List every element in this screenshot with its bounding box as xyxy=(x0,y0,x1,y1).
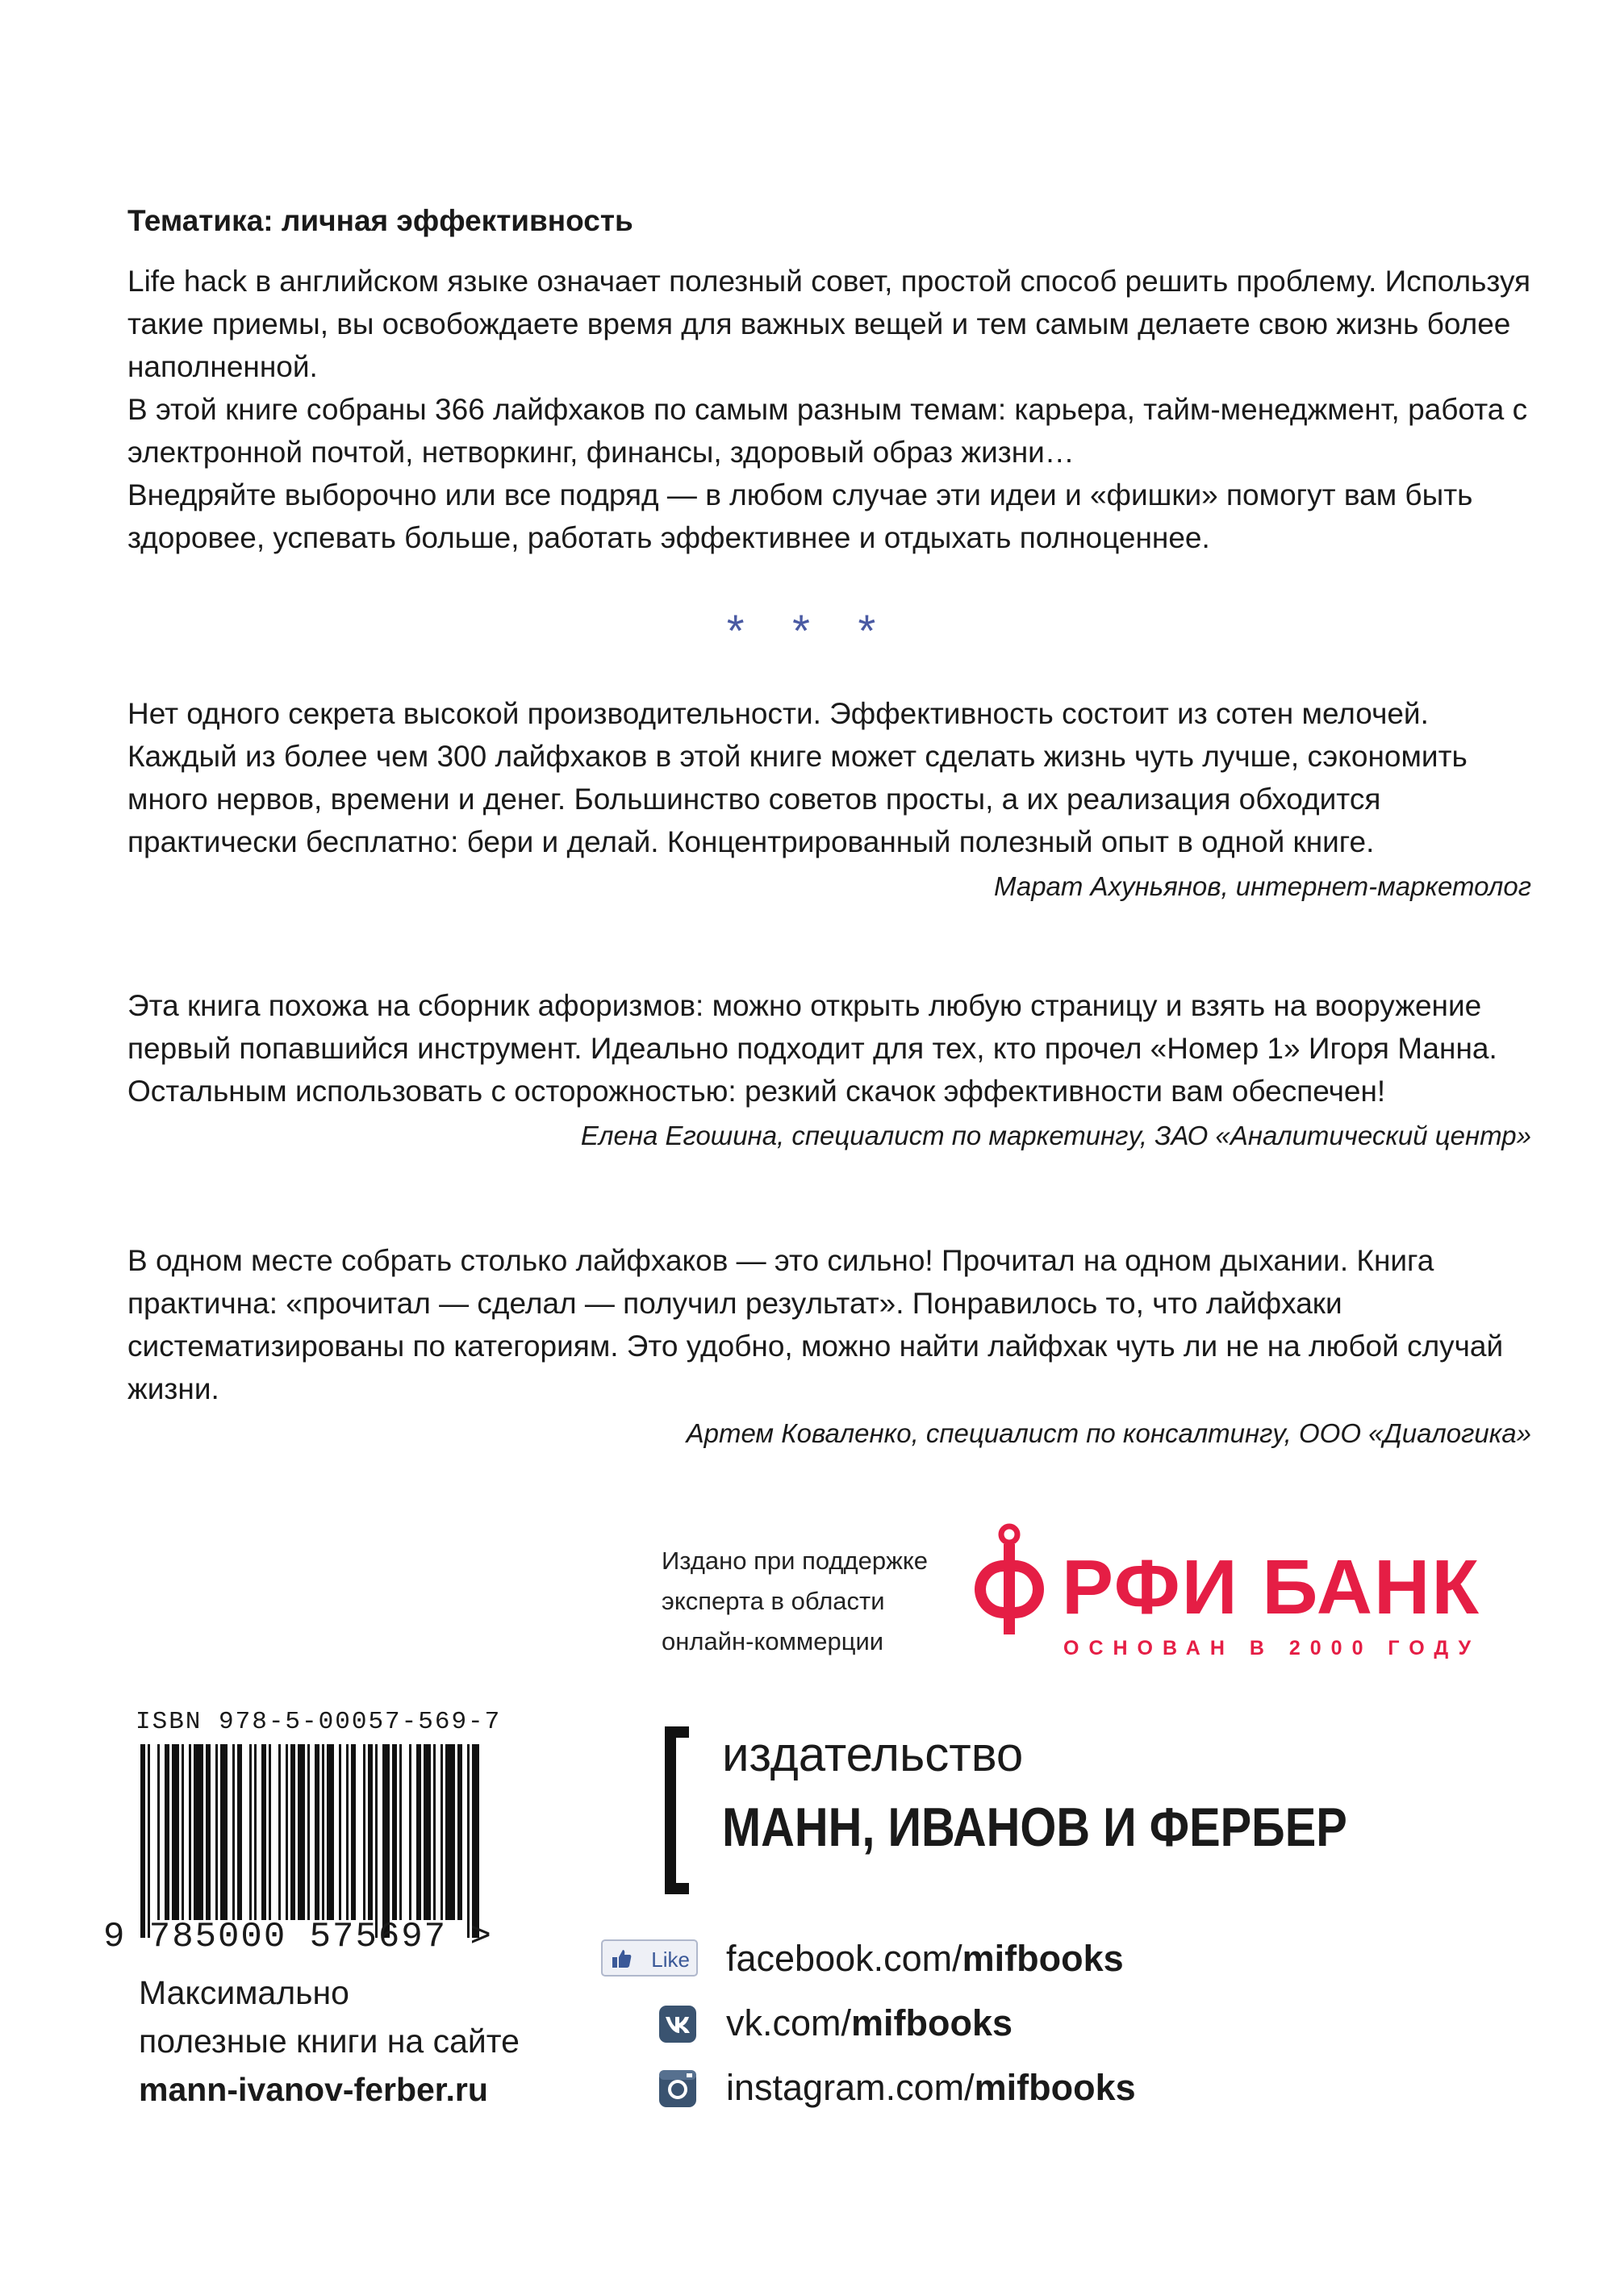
barcode-bar xyxy=(215,1744,218,1920)
barcode-bar xyxy=(182,1744,184,1920)
barcode-bar xyxy=(339,1744,341,1920)
barcode-bar xyxy=(351,1744,356,1920)
barcode-bar xyxy=(232,1744,235,1920)
barcode-bar xyxy=(307,1744,310,1920)
barcode-bar xyxy=(457,1744,462,1920)
barcode-bar xyxy=(399,1744,402,1920)
bank-logo-block xyxy=(965,1523,1481,1676)
review-text: В одном месте собрать столько лайфхаков — это сильно! Прочитал на одном дыхании. Книга практична: «прочитал — сделал — получил результат». Понравилось то, что лайфхаки систематизированы по категориям. Это удобно, можно найти лайфхак чуть ли не на любой случай жизни. xyxy=(127,1244,1504,1405)
barcode-bar xyxy=(440,1744,443,1920)
barcode-bar xyxy=(165,1744,169,1920)
instagram-icon xyxy=(656,2064,704,2112)
publisher-name: МАНН, ИВАНОВ И ФЕРБЕР xyxy=(722,1797,1347,1858)
barcode-bar xyxy=(363,1744,365,1920)
thumbs-up-icon xyxy=(611,1948,632,1969)
barcode-bar xyxy=(368,1744,373,1920)
intro-section xyxy=(127,260,1531,559)
support-line-3: онлайн-коммерции xyxy=(662,1627,884,1655)
barcode-bar xyxy=(472,1744,479,1938)
barcode-bar xyxy=(346,1744,349,1920)
publisher-label: издательство xyxy=(722,1727,1024,1781)
barcode-bar xyxy=(261,1744,266,1920)
website-url[interactable]: mann-ivanov-ferber.ru xyxy=(139,2071,488,2108)
barcode-bar xyxy=(409,1744,411,1920)
barcode-icon xyxy=(137,1744,484,1938)
review-author: Елена Егошина, специалист по маркетингу, ЗАО «Аналитический центр» xyxy=(580,1121,1531,1150)
website-line-2: полезные книги на сайте xyxy=(139,2023,520,2060)
vk-prefix: vk.com/ xyxy=(726,2002,852,2043)
publisher-bracket-icon xyxy=(665,1726,689,1894)
barcode-bar xyxy=(286,1744,288,1920)
intro-paragraph-1: Life hack в английском языке означает полезный совет, простой способ решить проблему. Используя такие приемы, вы освобождаете время для важных вещей и тем самым делаете свою жизнь более наполненной. xyxy=(127,265,1531,383)
barcode-bar xyxy=(237,1744,242,1920)
barcode-bar xyxy=(433,1744,436,1920)
website-note xyxy=(139,1968,520,2114)
barcode-bar xyxy=(148,1744,150,1938)
barcode-bar xyxy=(140,1744,145,1938)
barcode-bar xyxy=(189,1744,191,1920)
barcode-bar xyxy=(445,1744,455,1920)
bank-name: РФИ БАНК xyxy=(1062,1544,1480,1630)
vk-handle: mifbooks xyxy=(851,2002,1013,2043)
barcode-bar xyxy=(315,1744,319,1920)
barcode-bar xyxy=(298,1744,305,1920)
support-note xyxy=(662,1541,928,1662)
review-text: Эта книга похожа на сборник афоризмов: можно открыть любую страницу и взять на вооружение первый попавшийся инструмент. Идеально подходит для тех, кто прочел «Номер 1» Игоря Манна. Остальным использовать с осторожностью: резкий скачок эффективности вам обеспечен! xyxy=(127,989,1497,1108)
intro-paragraph-2: В этой книге собраны 366 лайфхаков по самым разным темам: карьера, тайм-менеджмент, работа с электронной почтой, нетворкинг, финансы, здоровый образ жизни… xyxy=(127,393,1528,469)
intro-paragraph-3: Внедряйте выборочно или все подряд — в любом случае эти идеи и «фишки» помогут вам быть здоровее, успевать больше, работать эффективнее и отдыхать полноценнее. xyxy=(127,478,1473,554)
barcode-bar xyxy=(375,1744,378,1938)
isbn-number: ISBN 978-5-00057-569-7 xyxy=(136,1708,502,1736)
support-line-2: эксперта в области xyxy=(662,1587,885,1615)
instagram-prefix: instagram.com/ xyxy=(726,2067,975,2108)
review-author: Артем Коваленко, специалист по консалтингу, ООО «Диалогика» xyxy=(686,1418,1531,1448)
barcode-bar xyxy=(322,1744,324,1920)
barcode-bar xyxy=(416,1744,421,1920)
facebook-handle: mifbooks xyxy=(962,1938,1124,1979)
review-1 xyxy=(127,692,1531,905)
barcode-bar xyxy=(382,1744,390,1938)
instagram-handle: mifbooks xyxy=(974,2067,1136,2108)
barcode-bar xyxy=(206,1744,211,1920)
barcode-bar xyxy=(424,1744,431,1920)
barcode-bar xyxy=(157,1744,160,1920)
barcode-digits: 9 785000 575697 > xyxy=(103,1917,493,1957)
barcode-bar xyxy=(290,1744,295,1920)
barcode-bar xyxy=(249,1744,252,1920)
barcode-bar xyxy=(467,1744,470,1938)
barcode-bar xyxy=(220,1744,228,1920)
barcode-bar xyxy=(327,1744,334,1920)
barcode-bar xyxy=(254,1744,257,1920)
review-2 xyxy=(127,984,1531,1154)
bank-emblem-icon xyxy=(965,1523,1062,1636)
facebook-like-icon[interactable] xyxy=(601,1939,698,1977)
barcode-bar xyxy=(392,1744,397,1920)
review-text: Нет одного секрета высокой производительности. Эффективность состоит из сотен мелочей. Каждый из более чем 300 лайфхаков в этой книге может сделать жизнь чуть лучше, сэкономить много нервов, времени и денег. Большинство советов просты, а их реализация обходится практически бесплатно: бери и делай. Концентрированный полезный опыт в одной книге. xyxy=(127,697,1468,858)
barcode-bar xyxy=(278,1744,281,1920)
review-3 xyxy=(127,1239,1531,1452)
barcode-bar xyxy=(194,1744,203,1920)
section-divider: * * * xyxy=(726,605,894,656)
barcode-bar xyxy=(269,1744,271,1920)
support-line-1: Издано при поддержке xyxy=(662,1547,928,1575)
vk-icon xyxy=(656,1999,704,2048)
review-author: Марат Ахуньянов, интернет-маркетолог xyxy=(993,871,1531,901)
like-label: Like xyxy=(651,1947,690,1972)
bank-tagline: ОСНОВАН В 2000 ГОДУ xyxy=(1063,1637,1481,1659)
facebook-prefix: facebook.com/ xyxy=(726,1938,962,1979)
website-line-1: Максимально xyxy=(139,1974,349,2011)
cover-heading: Тематика: личная эффективность xyxy=(127,204,633,237)
barcode-bar xyxy=(172,1744,179,1920)
